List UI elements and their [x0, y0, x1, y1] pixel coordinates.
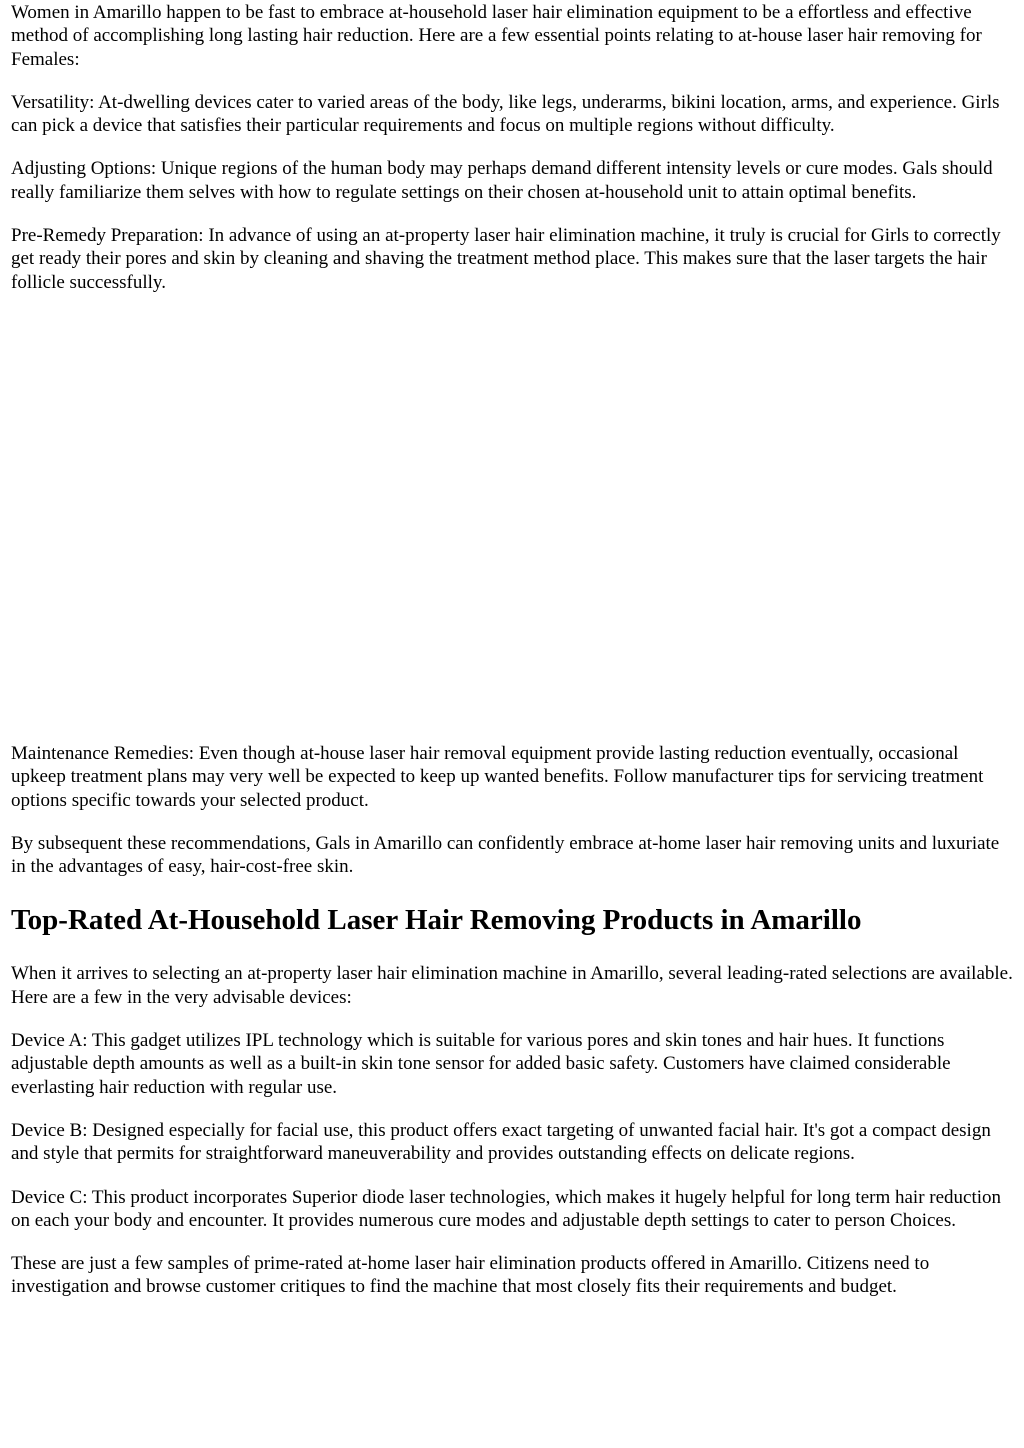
device-a-paragraph: Device A: This gadget utilizes IPL technology which is suitable for various pores and skin tones and hair hues. It functions adjustable depth amounts as well as a built-in skin tone sensor for added basic safety. Customers have claimed considerable everlasting hair reduction with regular use.	[11, 1030, 951, 1098]
device-c-paragraph: Device C: This product incorporates Superior diode laser technologies, which makes it hugely helpful for long term hair reduction on each your body and encounter. It provides numerous cure modes and adjustable depth settings to cater to person Choices.	[11, 1186, 1002, 1231]
point-versatility: Versatility: At-dwelling devices cater to varied areas of the body, like legs, underarms, bikini location, arms, and experience. Girls can pick a device that satisfies their particular requirements and focus on multiple regions without difficulty.	[11, 91, 1000, 137]
point-adjusting-options: Adjusting Options: Unique regions of the human body may perhaps demand different intensity levels or cure modes. Gals should really familiarize them selves with how to regulate settings on their chosen at-household unit to attain optimal benefits.	[11, 158, 993, 203]
blank-image-area	[11, 294, 1017, 742]
section-intro-paragraph: When it arrives to selecting an at-property laser hair elimination machine in Amarillo, several leading-rated selections are available. Here are a few in the very advisable devices:	[11, 963, 1013, 1008]
device-b-paragraph: Device B: Designed especially for facial use, this product offers exact targeting of unwanted facial hair. It's got a compact design and style that permits for straightforward maneuverability and provides outstanding effects on delicate regions.	[11, 1119, 991, 1165]
point-pre-remedy-preparation: Pre-Remedy Preparation: In advance of using an at-property laser hair elimination machine, it truly is crucial for Girls to correctly get ready their pores and skin by cleaning and shaving the treatment method place. This makes sure that the laser targets the hair follicle successfully.	[11, 225, 1001, 293]
conclusion-paragraph: These are just a few samples of prime-rated at-home laser hair elimination products offered in Amarillo. Citizens need to investigation and browse customer critiques to find the machine that most closely fits their requirements and budget.	[11, 1253, 930, 1298]
maintenance-paragraph: Maintenance Remedies: Even though at-house laser hair removal equipment provide lasting reduction eventually, occasional upkeep treatment plans may very well be expected to keep up wanted benefits. Follow manufacturer tips for servicing treatment options specific towards your selected product.	[11, 742, 984, 811]
intro-paragraph: Women in Amarillo happen to be fast to embrace at-household laser hair elimination equipment to be a effortless and effective method of accomplishing long lasting hair reduction. Here are a few essential points relating to at-house laser hair removing for Females:	[11, 2, 982, 70]
document-body	[11, 0, 1017, 1299]
section-heading: Top-Rated At-Household Laser Hair Removing Products in Amarillo	[11, 904, 862, 937]
closing-paragraph: By subsequent these recommendations, Gals in Amarillo can confidently embrace at-home laser hair removing units and luxuriate in the advantages of easy, hair-cost-free skin.	[11, 832, 1000, 878]
